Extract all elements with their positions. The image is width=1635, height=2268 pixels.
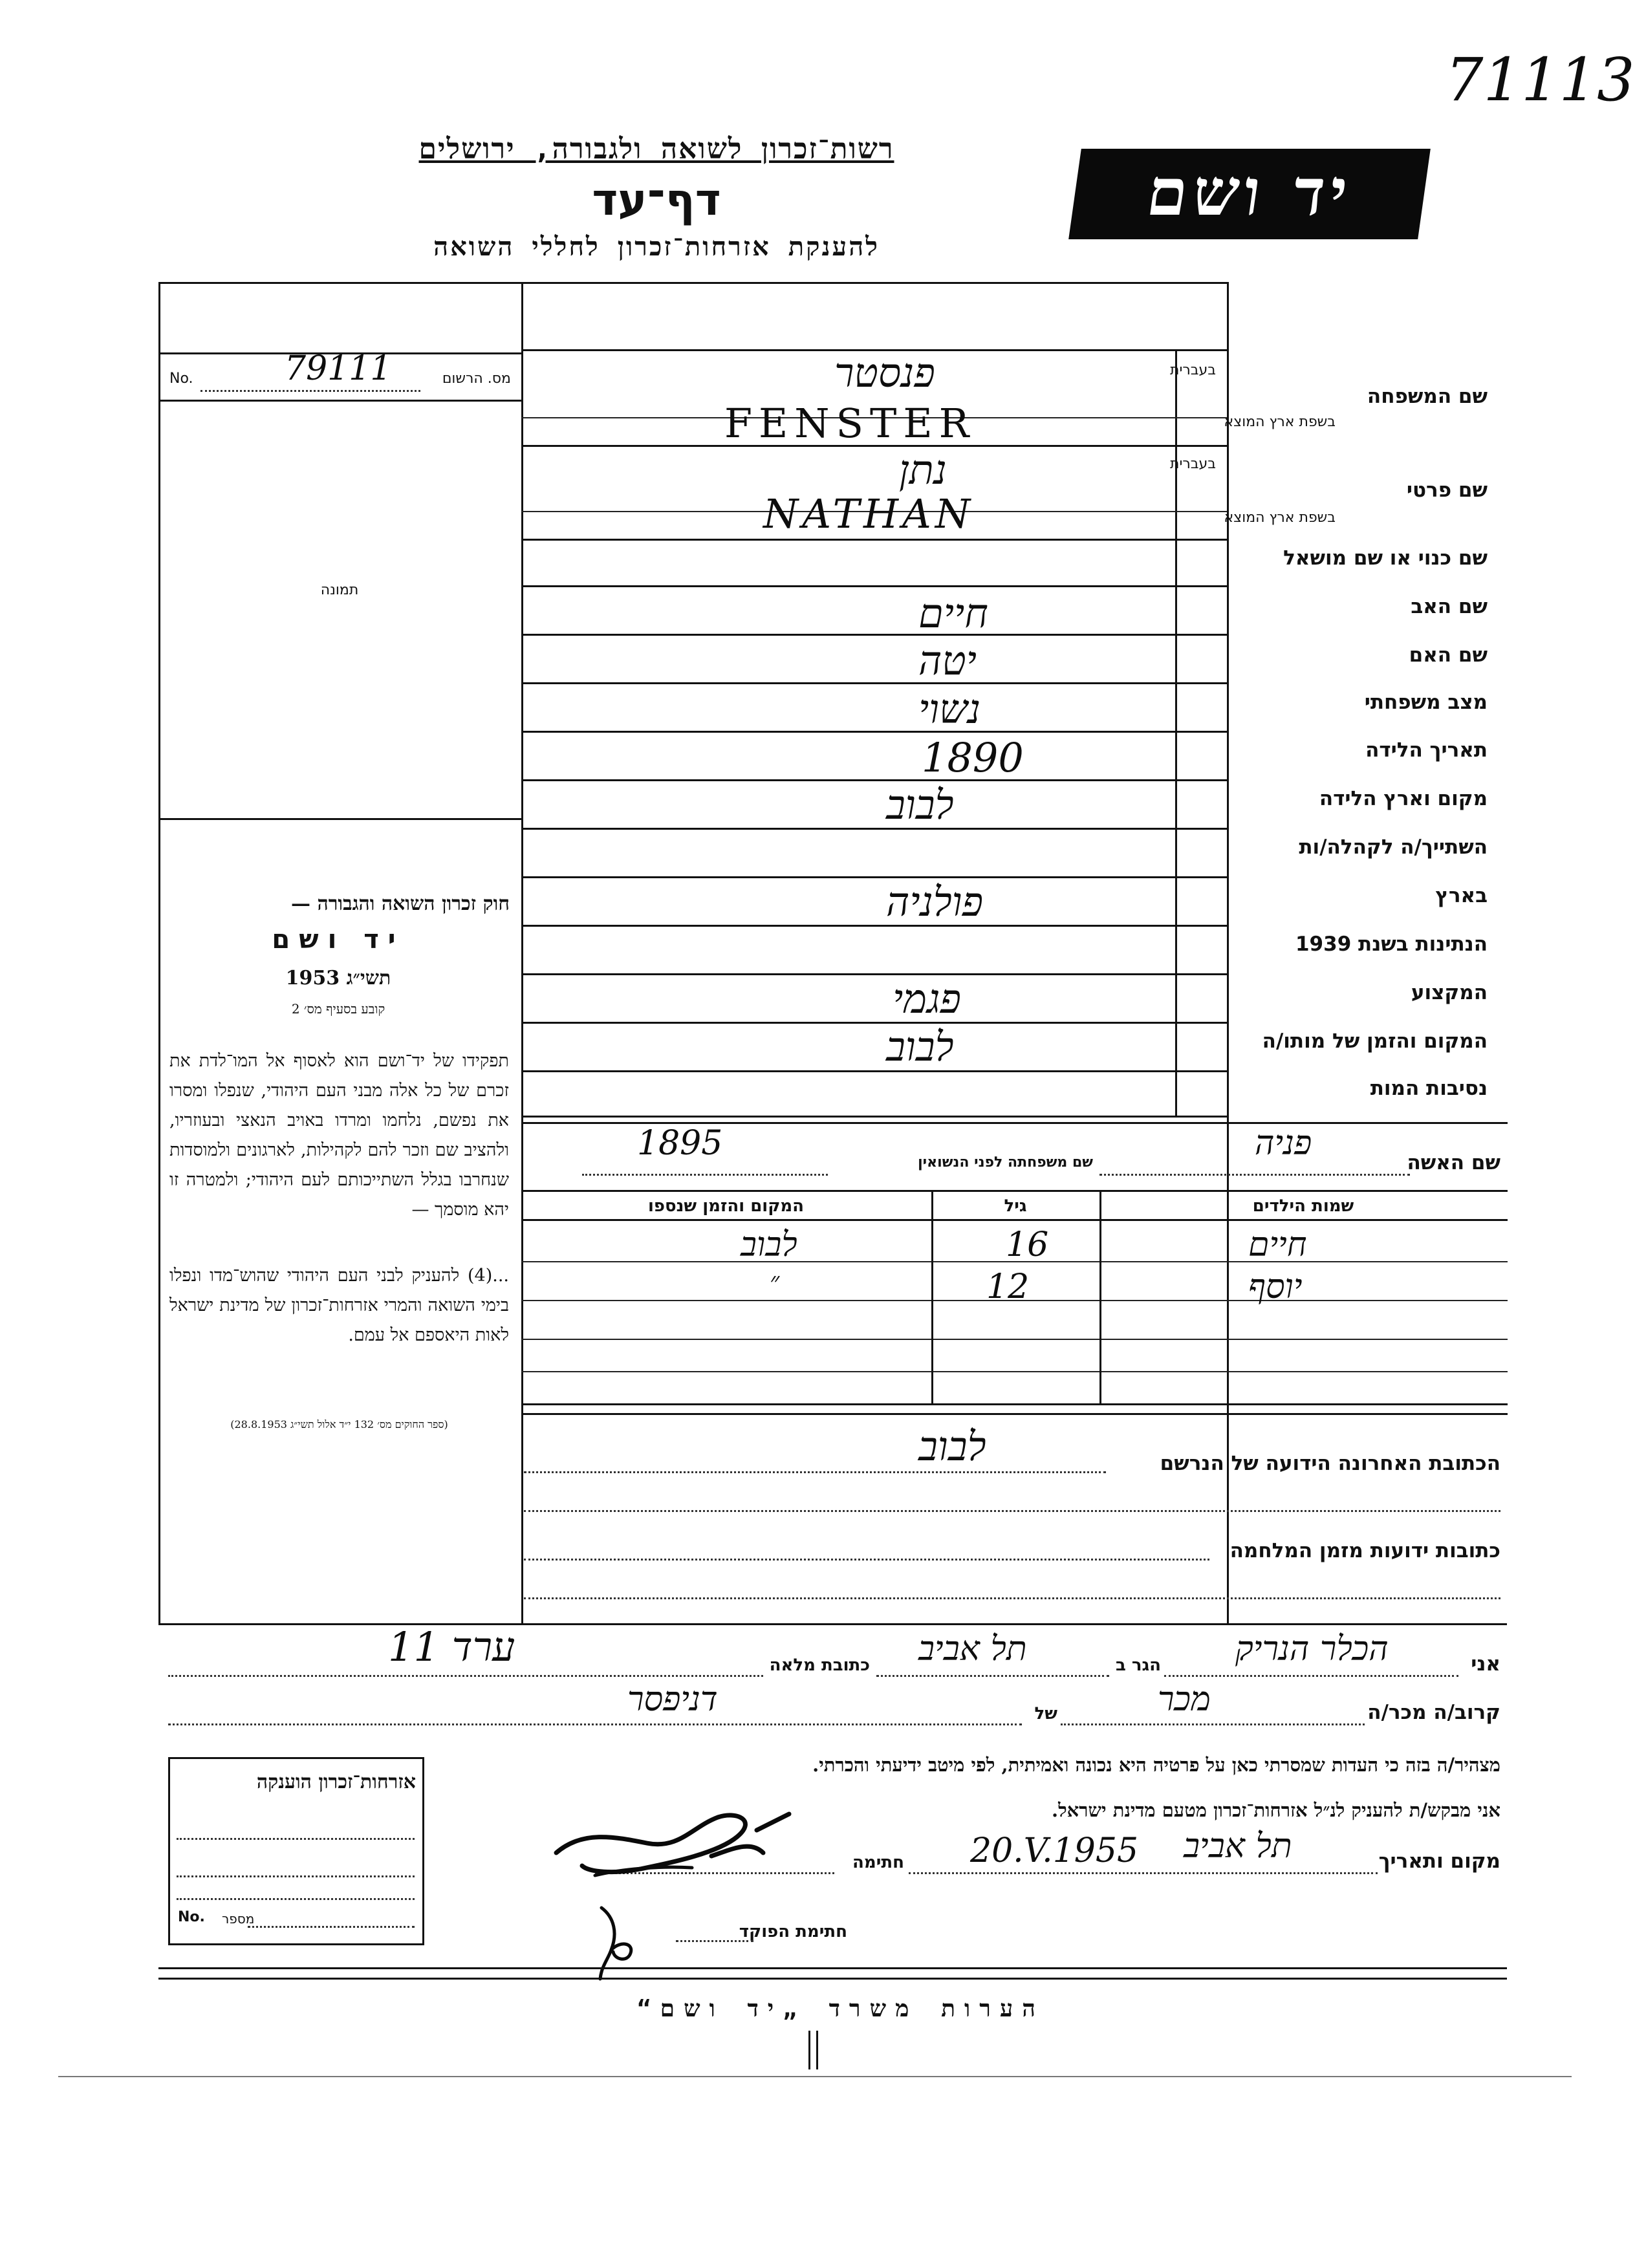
wife-label: שם האשה	[1407, 1151, 1500, 1174]
profession-value: פגמי	[893, 975, 961, 1022]
registration-label-en: No.	[169, 371, 193, 387]
wife-maiden-label: שם משפחתה לפני הנשואין	[918, 1154, 1093, 1171]
death-place-time-label: המקום והזמן של מותו/ה	[1262, 1030, 1488, 1053]
citizenship-box-title: אזרחות־זכרון הוענקה	[256, 1771, 416, 1793]
first-name-orig-value: NATHAN	[763, 490, 975, 537]
address-value: ערד 11	[388, 1623, 515, 1670]
declaration-text-1: מצהיר/ה בזה כי העדות שמסרתי כאן על פרטיה היא נכונה ואמיתית, לפי מיטב ידיעתי והכרתי.	[812, 1754, 1500, 1776]
child-place: לבוב	[741, 1226, 797, 1264]
relative-label: קרוב/ה מכר/ה	[1367, 1701, 1500, 1724]
first-name-label: שם פרטי	[1406, 479, 1488, 502]
child-age: 16	[1006, 1226, 1049, 1264]
last-address-value: לבוב	[918, 1423, 986, 1470]
child-name: חיים	[1248, 1226, 1307, 1264]
profession-label: המקצוע	[1411, 981, 1488, 1004]
marital-status-value: נשוי	[918, 686, 981, 733]
form-title: דף־עד	[592, 175, 721, 226]
declarant-name: הכלר הנריק	[1235, 1630, 1389, 1669]
birth-date-label: תאריך הלידה	[1365, 739, 1488, 762]
community-label: השתייך/ה לקהלה/ות	[1299, 836, 1488, 859]
child-place: ״	[770, 1267, 780, 1297]
footer-remarks: הערות משרד „יד ושם“	[636, 1996, 1045, 2022]
last-address-label: הכתובת האחרונה הידועה של הנרשם	[1160, 1452, 1500, 1475]
mother-value: יטה	[918, 637, 977, 684]
war-addresses-label: כתובות ידועות מזמן המלחמה	[1229, 1539, 1500, 1562]
country-label: בארץ	[1435, 884, 1488, 907]
citizenship-box-no-he: מספר	[222, 1911, 255, 1927]
law-paragraph-1: תפקידו של יד־ושם הוא לאסוף אל המו־לדת את זכרם של כל אלה מבני העם היהודי, שנפלו ומסרו את נפשם, נלחמו ומרדו באויב הנאצי ובעוזריו, ולהציב שם וזכר להם לקהילות, לארגונים ולמוסדות שנחרבו בגלל השתייכותם לעם היהודי; ולמטרה זו יהא מוסמך —	[169, 1051, 509, 1220]
nickname-label: שם כנוי או שם מושאל	[1283, 546, 1488, 570]
law-paragraph-2: ...(4) להעניק לבני העם היהודי שהוש־מדו ונפלו בימי השואה והמרי אזרחות־זכרון של מדינת ישראל לאות היאספם אל עמם.	[169, 1266, 509, 1345]
birth-date-value: 1890	[922, 734, 1024, 781]
child-age: 12	[986, 1268, 1030, 1306]
father-label: שם האב	[1411, 595, 1488, 618]
address-label: כתובת מלאה	[769, 1656, 870, 1675]
law-title: חוק זכרון השואה והגבורה —	[291, 892, 510, 915]
citizenship-box	[168, 1757, 424, 1945]
wife-maiden-value: 1895	[637, 1124, 723, 1163]
place-value: תל אביב	[1184, 1827, 1292, 1866]
law-clause: קובע בסעיף מס׳ 2	[291, 1001, 385, 1017]
family-name-he-sub: בעברית	[1169, 362, 1216, 378]
law-year: תשי״ג 1953	[285, 967, 391, 989]
marital-status-label: מצב משפחתי	[1364, 691, 1488, 714]
family-name-orig-value: FENSTER	[724, 400, 976, 447]
death-circumstances-label: נסיבות המות	[1370, 1077, 1488, 1100]
signature-label: חתימה	[852, 1853, 904, 1872]
wife-value: פניה	[1255, 1124, 1312, 1163]
family-name-he-value: פנסטר	[834, 349, 935, 396]
org-line: רשות־זכרון לשואה ולגבורה, ירושלים	[418, 133, 894, 166]
mother-label: שם האם	[1409, 643, 1488, 667]
family-name-label: שם המשפחה	[1367, 385, 1488, 408]
officer-label: חתימת הפוקד	[739, 1922, 847, 1941]
citizenship-1939-label: הנתינות בשנת 1939	[1295, 933, 1488, 956]
logo-text: יד ושם	[1142, 154, 1358, 230]
relative-value: מכר	[1158, 1680, 1211, 1719]
first-name-he-value: נתן	[899, 446, 947, 493]
of-value: דניפסר	[627, 1680, 718, 1719]
resides-value: תל אביב	[918, 1630, 1027, 1669]
date-value: 20.V.1955	[970, 1831, 1139, 1870]
registration-number: 79111	[285, 349, 392, 388]
declarant-signature	[543, 1791, 815, 1908]
registration-label-he: מס. הרשום	[442, 371, 511, 387]
children-col-age: גיל	[1004, 1196, 1027, 1216]
birth-place-label: מקום וארץ הלידה	[1319, 787, 1488, 810]
citizenship-box-no: No.	[178, 1909, 205, 1925]
first-name-orig-sub: בשפת ארץ המוצא	[1224, 510, 1336, 526]
law-reference: (ספר החוקים מס׳ 132 י״ד אלול תשי״ג 28.8.1953)	[230, 1418, 448, 1431]
children-col-place: המקום והזמן שנספו	[647, 1196, 805, 1216]
first-name-he-sub: בעברית	[1169, 456, 1216, 472]
law-name: יד ושם	[272, 925, 405, 955]
of-label: של	[1034, 1704, 1057, 1723]
archive-number: 71113	[1446, 45, 1635, 114]
resides-label: הגר ב	[1115, 1656, 1161, 1675]
yad-vashem-logo	[1068, 149, 1431, 239]
declarant-label: אני	[1471, 1652, 1500, 1676]
place-date-label: מקום ותאריך	[1378, 1850, 1500, 1873]
child-name: יוסף	[1248, 1268, 1303, 1306]
children-col-names: שמות הילדים	[1252, 1196, 1354, 1216]
birth-place-value: לבוב	[886, 781, 954, 828]
photo-label: תמונה	[320, 582, 359, 598]
form-subtitle: להענקת אזרחות־זכרון לחללי השואה	[433, 232, 880, 262]
death-place-time-value: לבוב	[886, 1023, 954, 1070]
father-value: חיים	[918, 590, 988, 637]
family-name-orig-sub: בשפת ארץ המוצא	[1224, 414, 1336, 430]
country-value: פולניה	[886, 878, 984, 925]
declaration-text-2: אני מבקש/ת להעניק לנ״ל אזרחות־זכרון מטעם מדינת ישראל.	[1052, 1799, 1500, 1821]
